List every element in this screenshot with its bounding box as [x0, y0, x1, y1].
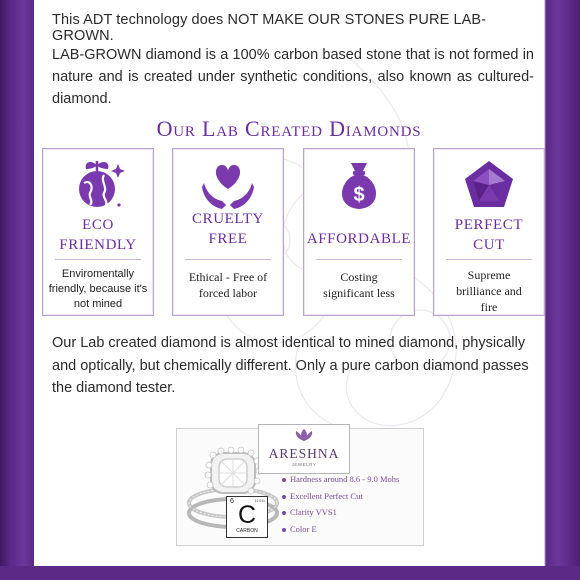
divider — [316, 259, 402, 260]
bullet-icon — [282, 511, 286, 515]
card-title: ECO FRIENDLY — [59, 217, 137, 253]
lab-grown-definition: LAB-GROWN diamond is a 100% carbon based stone that is not formed in nature and is created under synthetic conditions, also known as cultured-diamond. — [52, 47, 534, 107]
divider — [446, 259, 532, 260]
card-eco-friendly — [42, 148, 154, 316]
divider — [55, 259, 141, 260]
eco-globe-icon — [43, 157, 153, 213]
section-heading: Our Lab Created Diamonds — [156, 116, 422, 141]
heart-hands-icon — [173, 157, 283, 213]
spec-item — [282, 488, 422, 505]
adt-disclaimer: This ADT technology does NOT MAKE OUR STONES PURE LAB-GROWN. — [52, 12, 487, 44]
brand-flower-icon — [294, 427, 314, 445]
card-cruelty-free — [172, 148, 284, 316]
brand-name: ARESHNA — [268, 446, 340, 461]
card-affordable — [303, 148, 415, 316]
bottom-strip — [0, 566, 580, 580]
atomic-mass: 12.011 — [254, 499, 265, 503]
brand-logo — [258, 424, 350, 474]
spec-text: Hardness around 8.6 - 9.0 Mohs — [290, 474, 400, 484]
bullet-icon — [282, 478, 286, 482]
bullet-icon — [282, 495, 286, 499]
spec-item — [282, 521, 422, 538]
spec-item — [282, 504, 422, 521]
card-description: Enviromentally friendly, because it's not mined — [48, 268, 148, 310]
spec-text: Color E — [290, 523, 317, 534]
gem-icon — [434, 157, 544, 213]
svg-text:$: $ — [353, 184, 365, 206]
atomic-number: 6 — [230, 498, 234, 505]
brand-subtitle: JEWELRY — [291, 462, 317, 467]
closing-text: Our Lab created diamond is almost identical to mined diamond, physically and optically, but chemically different. Only a pure carbon diamond passes the diamond tester. — [52, 335, 529, 396]
card-description: Supreme brilliance and fire — [456, 268, 522, 314]
divider — [185, 259, 271, 260]
spec-list — [282, 471, 422, 537]
element-name: CARBON — [236, 528, 258, 534]
carbon-element-tile — [226, 496, 268, 538]
card-title: CRUELTY FREE — [192, 211, 264, 247]
bullet-icon — [282, 528, 286, 532]
spec-item — [282, 471, 422, 488]
card-title: PERFECT CUT — [454, 217, 524, 253]
card-perfect-cut — [433, 148, 545, 316]
right-frame — [544, 0, 580, 580]
card-description: Costing significant less — [323, 270, 395, 300]
card-description: Ethical - Free of forced labor — [188, 270, 268, 300]
money-bag-icon — [304, 157, 414, 213]
element-symbol: C — [237, 501, 257, 529]
card-title: AFFORDABLE — [306, 231, 412, 247]
spec-text: Clarity VVS1 — [290, 507, 337, 517]
spec-text: Excellent Perfect Cut — [290, 490, 363, 501]
